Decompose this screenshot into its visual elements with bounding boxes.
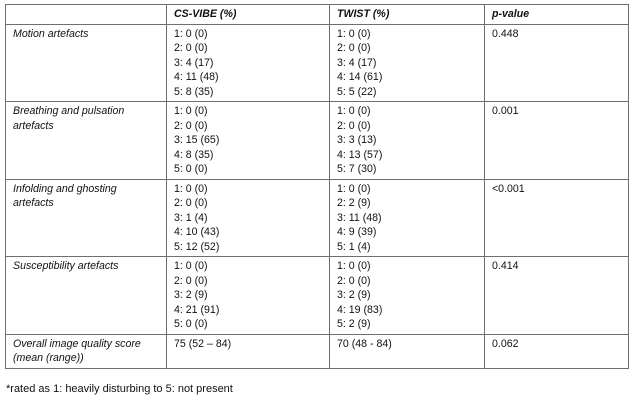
score-line: 5: 8 (35) [174,85,214,98]
score-line: 5: 12 (52) [174,240,220,253]
score-line: 1: 0 (0) [337,105,371,117]
score-line: 4: 8 (35) [174,148,214,161]
score-line: 2: 0 (0) [337,119,371,132]
header-p-value: p-value [485,5,629,25]
score-line: 4: 19 (83) [337,303,383,316]
row-label: artefacts [13,119,54,132]
p-value-cell: 0.062 [485,334,629,368]
score-line: 3: 2 (9) [174,289,208,301]
row-label: Infolding and ghosting [13,182,117,195]
twist-cell [330,257,485,335]
table-row [6,102,629,180]
twist-cell [330,179,485,257]
score-line: 3: 4 (17) [337,56,377,69]
cs-vibe-cell [167,334,330,368]
header-cs-vibe: CS-VIBE (%) [167,5,330,25]
score-line: 5: 0 (0) [174,318,208,330]
score-line: 1: 0 (0) [174,260,208,272]
score-line: 4: 11 (48) [174,71,219,83]
p-value-cell: 0.448 [485,24,629,102]
score-line: 2: 0 (0) [174,274,208,287]
table-row [6,334,629,368]
score-line: 1: 0 (0) [174,105,208,117]
p-value-cell: <0.001 [485,179,629,257]
score-line: 75 (52 – 84) [174,337,232,350]
score-line: 4: 14 (61) [337,71,383,83]
table-row [6,24,629,102]
table-row [6,179,629,257]
header-twist: TWIST (%) [330,5,485,25]
score-line: 4: 13 (57) [337,148,383,161]
score-line: 5: 1 (4) [337,240,371,253]
row-label: artefacts [13,197,54,209]
p-value-cell: 0.001 [485,102,629,180]
results-table [5,4,629,369]
score-line: 3: 2 (9) [337,289,371,301]
score-line: 5: 0 (0) [174,163,208,175]
row-label: Breathing and pulsation [13,105,125,117]
twist-cell [330,24,485,102]
twist-cell [330,334,485,368]
p-value-cell: 0.414 [485,257,629,335]
row-label: Susceptibility artefacts [13,260,119,272]
score-line: 1: 0 (0) [174,182,208,195]
score-line: 2: 0 (0) [337,274,371,287]
score-line: 3: 4 (17) [174,56,214,69]
cs-vibe-cell [167,24,330,102]
twist-cell [330,102,485,180]
score-line: 2: 0 (0) [174,197,208,209]
score-line: 3: 3 (13) [337,134,377,146]
score-line: 2: 0 (0) [174,42,208,54]
score-line: 4: 10 (43) [174,226,220,238]
cs-vibe-cell [167,257,330,335]
score-line: 3: 15 (65) [174,134,220,146]
score-line: 5: 7 (30) [337,163,377,175]
header-empty-cell [6,5,167,25]
score-line: 2: 0 (0) [337,42,371,54]
footnote: *rated as 1: heavily disturbing to 5: not present [6,383,233,395]
row-label: Motion artefacts [13,27,89,40]
table-row [6,257,629,335]
cs-vibe-cell [167,179,330,257]
row-label-cell [6,179,167,257]
score-line: 2: 0 (0) [174,119,208,132]
row-label-cell [6,334,167,368]
score-line: 1: 0 (0) [337,182,371,195]
score-line: 3: 1 (4) [174,211,208,224]
row-label-cell [6,102,167,180]
score-line: 1: 0 (0) [337,260,371,272]
score-line: 1: 0 (0) [337,27,371,40]
row-label-cell [6,24,167,102]
score-line: 2: 2 (9) [337,197,371,209]
score-line: 5: 5 (22) [337,85,377,98]
score-line: 3: 11 (48) [337,211,382,224]
cs-vibe-cell [167,102,330,180]
score-line: 5: 2 (9) [337,318,371,330]
score-line: 70 (48 - 84) [337,337,392,350]
header-row [6,5,629,25]
score-line: 4: 21 (91) [174,303,220,316]
row-label: (mean (range)) [13,352,84,364]
score-line: 1: 0 (0) [174,27,208,40]
row-label-cell [6,257,167,335]
score-line: 4: 9 (39) [337,226,377,238]
row-label: Overall image quality score [13,337,141,350]
